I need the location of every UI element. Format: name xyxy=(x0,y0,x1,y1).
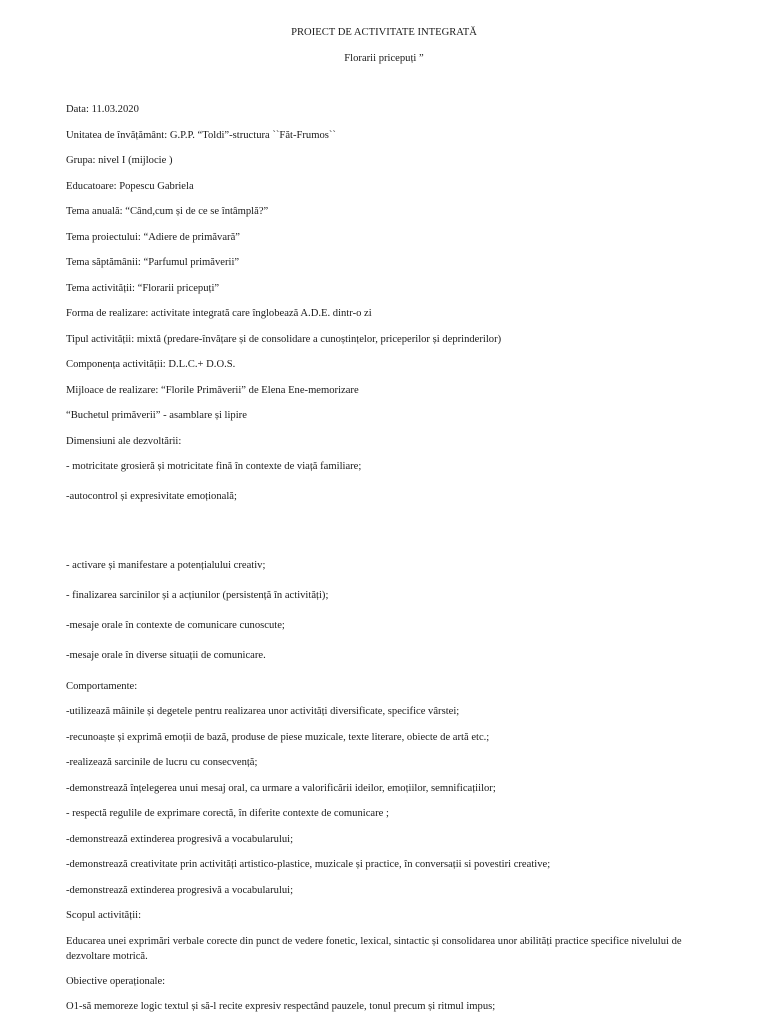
behaviour-item: -demonstrează extinderea progresivă a vocabularului; xyxy=(66,885,294,896)
purpose-heading: Scopul activității: xyxy=(66,910,142,921)
form-line: Forma de realizare: activitate integrată care înglobează A.D.E. dintr-o zi xyxy=(66,308,372,319)
week-theme-line: Tema săptămânii: “Parfumul primăverii” xyxy=(66,257,240,268)
behaviour-item: -demonstrează creativitate prin activități artistico-plastice, muzicale și practice, în conversații si povestiri creative; xyxy=(66,859,551,870)
purpose-text: Educarea unei exprimări verbale corecte din punct de vedere fonetic, lexical, sintactic și consolidarea unor abilități practice specifice nivelului de dezvoltare motrică. xyxy=(66,936,682,962)
annual-theme-line: Tema anuală: “Când,cum și de ce se întâmplă?” xyxy=(66,206,269,217)
dimension-item: -mesaje orale în diverse situații de comunicare. xyxy=(66,650,266,661)
date-line: Data: 11.03.2020 xyxy=(66,104,139,115)
dimension-item: - finalizarea sarcinilor și a acțiunilor (persistență în activități); xyxy=(66,590,329,601)
behaviour-item: -realizează sarcinile de lucru cu consecvență; xyxy=(66,757,258,768)
behaviours-heading: Comportamente: xyxy=(66,681,138,692)
type-line: Tipul activității: mixtă (predare-învățare și de consolidare a cunoștințelor, priceperilor și deprinderilor) xyxy=(66,334,502,345)
dimensions-heading: Dimensiuni ale dezvoltării: xyxy=(66,436,182,447)
dimension-item: - motricitate grosieră și motricitate fină în contexte de viață familiare; xyxy=(66,461,362,472)
group-line: Grupa: nivel I (mijlocie ) xyxy=(66,155,173,166)
school-line: Unitatea de învățământ: G.P.P. “Toldi”-structura ``Făt-Frumos`` xyxy=(66,130,336,141)
behaviour-item: -recunoaște și exprimă emoții de bază, produse de piese muzicale, texte literare, obiecte de artă etc.; xyxy=(66,732,490,743)
teacher-line: Educatoare: Popescu Gabriela xyxy=(66,181,194,192)
document-subtitle: Florarii pricepuți ” xyxy=(344,53,424,64)
dimension-item: -autocontrol și expresivitate emoțională; xyxy=(66,491,237,502)
objectives-heading: Obiective operaționale: xyxy=(66,976,166,987)
behaviour-item: - respectă regulile de exprimare corectă, în diferite contexte de comunicare ; xyxy=(66,808,389,819)
project-theme-line: Tema proiectului: “Adiere de primăvară” xyxy=(66,232,240,243)
behaviour-item: -demonstrează înțelegerea unui mesaj oral, ca urmare a valorificării ideilor, emoțiilor, semnificațiilor; xyxy=(66,783,496,794)
components-line: Componența activității: D.L.C.+ D.O.S. xyxy=(66,359,236,370)
dimension-item: -mesaje orale în contexte de comunicare cunoscute; xyxy=(66,620,285,631)
means-line: Mijloace de realizare: “Florile Primăverii” de Elena Ene-memorizare xyxy=(66,385,359,396)
behaviour-item: -demonstrează extinderea progresivă a vocabularului; xyxy=(66,834,294,845)
objective-item: O1-să memoreze logic textul și să-l recite expresiv respectând pauzele, tonul precum și ritmul impus; xyxy=(66,1001,496,1012)
document-title: PROIECT DE ACTIVITATE INTEGRATĂ xyxy=(291,27,477,38)
activity-theme-line: Tema activității: “Florarii pricepuți” xyxy=(66,283,220,294)
behaviour-item: -utilizează mâinile și degetele pentru realizarea unor activități diversificate, specifice vârstei; xyxy=(66,706,460,717)
dimension-item: - activare și manifestare a potențialului creativ; xyxy=(66,560,266,571)
bouquet-line: “Buchetul primăverii” - asamblare și lipire xyxy=(66,410,247,421)
